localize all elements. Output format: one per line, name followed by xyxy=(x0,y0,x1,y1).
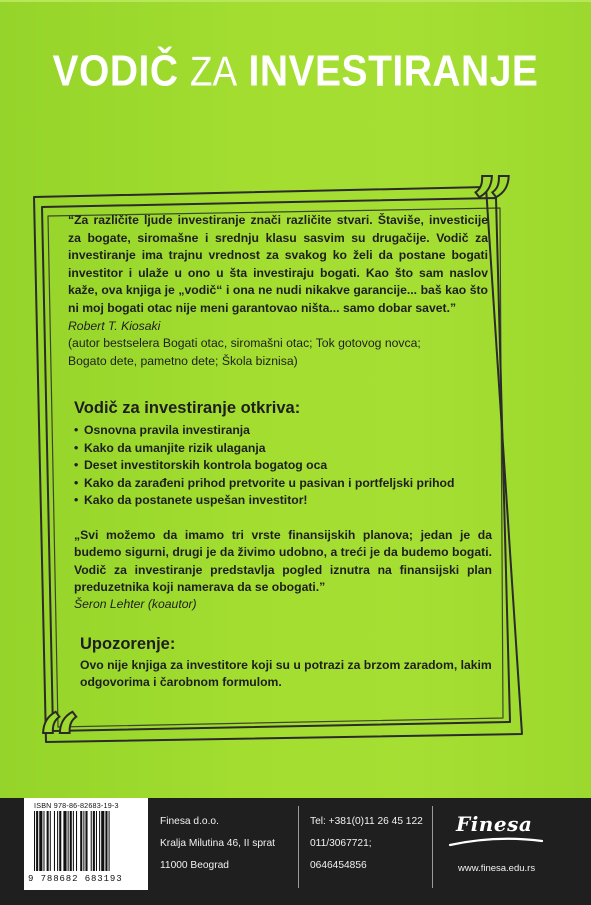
barcode-label xyxy=(24,798,148,890)
warning-heading: Upozorenje: xyxy=(80,635,176,653)
contact-phone-2: 011/3067721; xyxy=(310,838,372,849)
warning-text: Ovo nije knjiga za investitore koji su u potrazi za brzom zaradom, lakim odgovorima i čarobnom formulom. xyxy=(80,658,492,690)
quote-author-lehter: Šeron Lehter (koautor) xyxy=(74,597,197,612)
title-word-za: ZA xyxy=(189,48,238,95)
footer-divider-1 xyxy=(298,806,299,888)
contact-phone-3: 0646454856 xyxy=(310,860,367,871)
cover-edge xyxy=(0,0,591,2)
list-item: • Kako da postanete uspešan investitor! xyxy=(74,492,454,510)
list-item: • Kako da zarađeni prihod pretvorite u pasivan i portfeljski prihod xyxy=(74,475,454,493)
finesa-logo: Finesa xyxy=(456,812,533,836)
website-link[interactable]: www.finesa.edu.rs xyxy=(458,863,536,874)
title-word-vodic: VODIČ xyxy=(52,47,179,96)
publisher-name: Finesa d.o.o. xyxy=(160,816,219,827)
publisher-city: 11000 Beograd xyxy=(160,860,229,871)
title-word-investiranje: INVESTIRANJE xyxy=(248,47,539,96)
quote-kiosaki: “Za različite ljude investiranje znači različite stvari. Štaviše, investicije za bogate, siromašne i srednju klasu sasvim su drugačije. Vodič za investiranje ima trajnu vrednost za svakog ko želi da postane bogati investitor i ulaže u ono u šta investiraju bogati. Kao što sam naslov kaže, ova knjiga je „vodič“ i ona ne nudi nikakve garancije... baš kao što ni moj bogati otac nije meni garantovao ništa... samo dobar savet.” xyxy=(68,213,488,315)
list-item: • Kako da umanjite rizik ulaganja xyxy=(74,440,454,458)
barcode-image xyxy=(32,811,142,873)
reveals-heading: Vodič za investiranje otkriva: xyxy=(74,399,301,417)
closing-quote-icon: ” xyxy=(472,162,515,248)
list-item: • Deset investitorskih kontrola bogatog oca xyxy=(74,457,454,475)
list-item: • Osnovna pravila investiranja xyxy=(74,422,454,440)
opening-quote-icon: “ xyxy=(38,699,81,785)
footer-divider-2 xyxy=(432,806,433,888)
reveals-list xyxy=(74,422,454,510)
barcode-digits: 9 788682 683193 xyxy=(28,874,123,884)
contact-tel: Tel: +381(0)11 26 45 122 xyxy=(310,816,423,827)
author-note-line1: (autor bestselera Bogati otac, siromašni otac; Tok gotovog novca; xyxy=(68,336,421,351)
book-title xyxy=(0,47,591,96)
quote-block-kiosaki xyxy=(68,212,488,370)
isbn-text: ISBN 978-86-82683-19-3 xyxy=(34,801,119,810)
logo-swoosh-icon xyxy=(446,835,546,849)
quote-author-kiosaki: Robert T. Kiosaki xyxy=(68,318,161,333)
publisher-address: Kralja Milutina 46, II sprat xyxy=(160,838,275,849)
author-note-line2: Bogato dete, pametno dete; Škola biznisa) xyxy=(68,353,298,368)
quote-block-lehter xyxy=(74,527,492,613)
quote-lehter: „Svi možemo da imamo tri vrste finansijskih planova; jedan je da budemo sigurni, drugi je da živimo udobno, a treći je da budemo bogati. Vodič za investiranje predstavlja pogled iznutra na finansijski plan preduzetnika koji namerava da se obogati.” xyxy=(74,528,492,594)
